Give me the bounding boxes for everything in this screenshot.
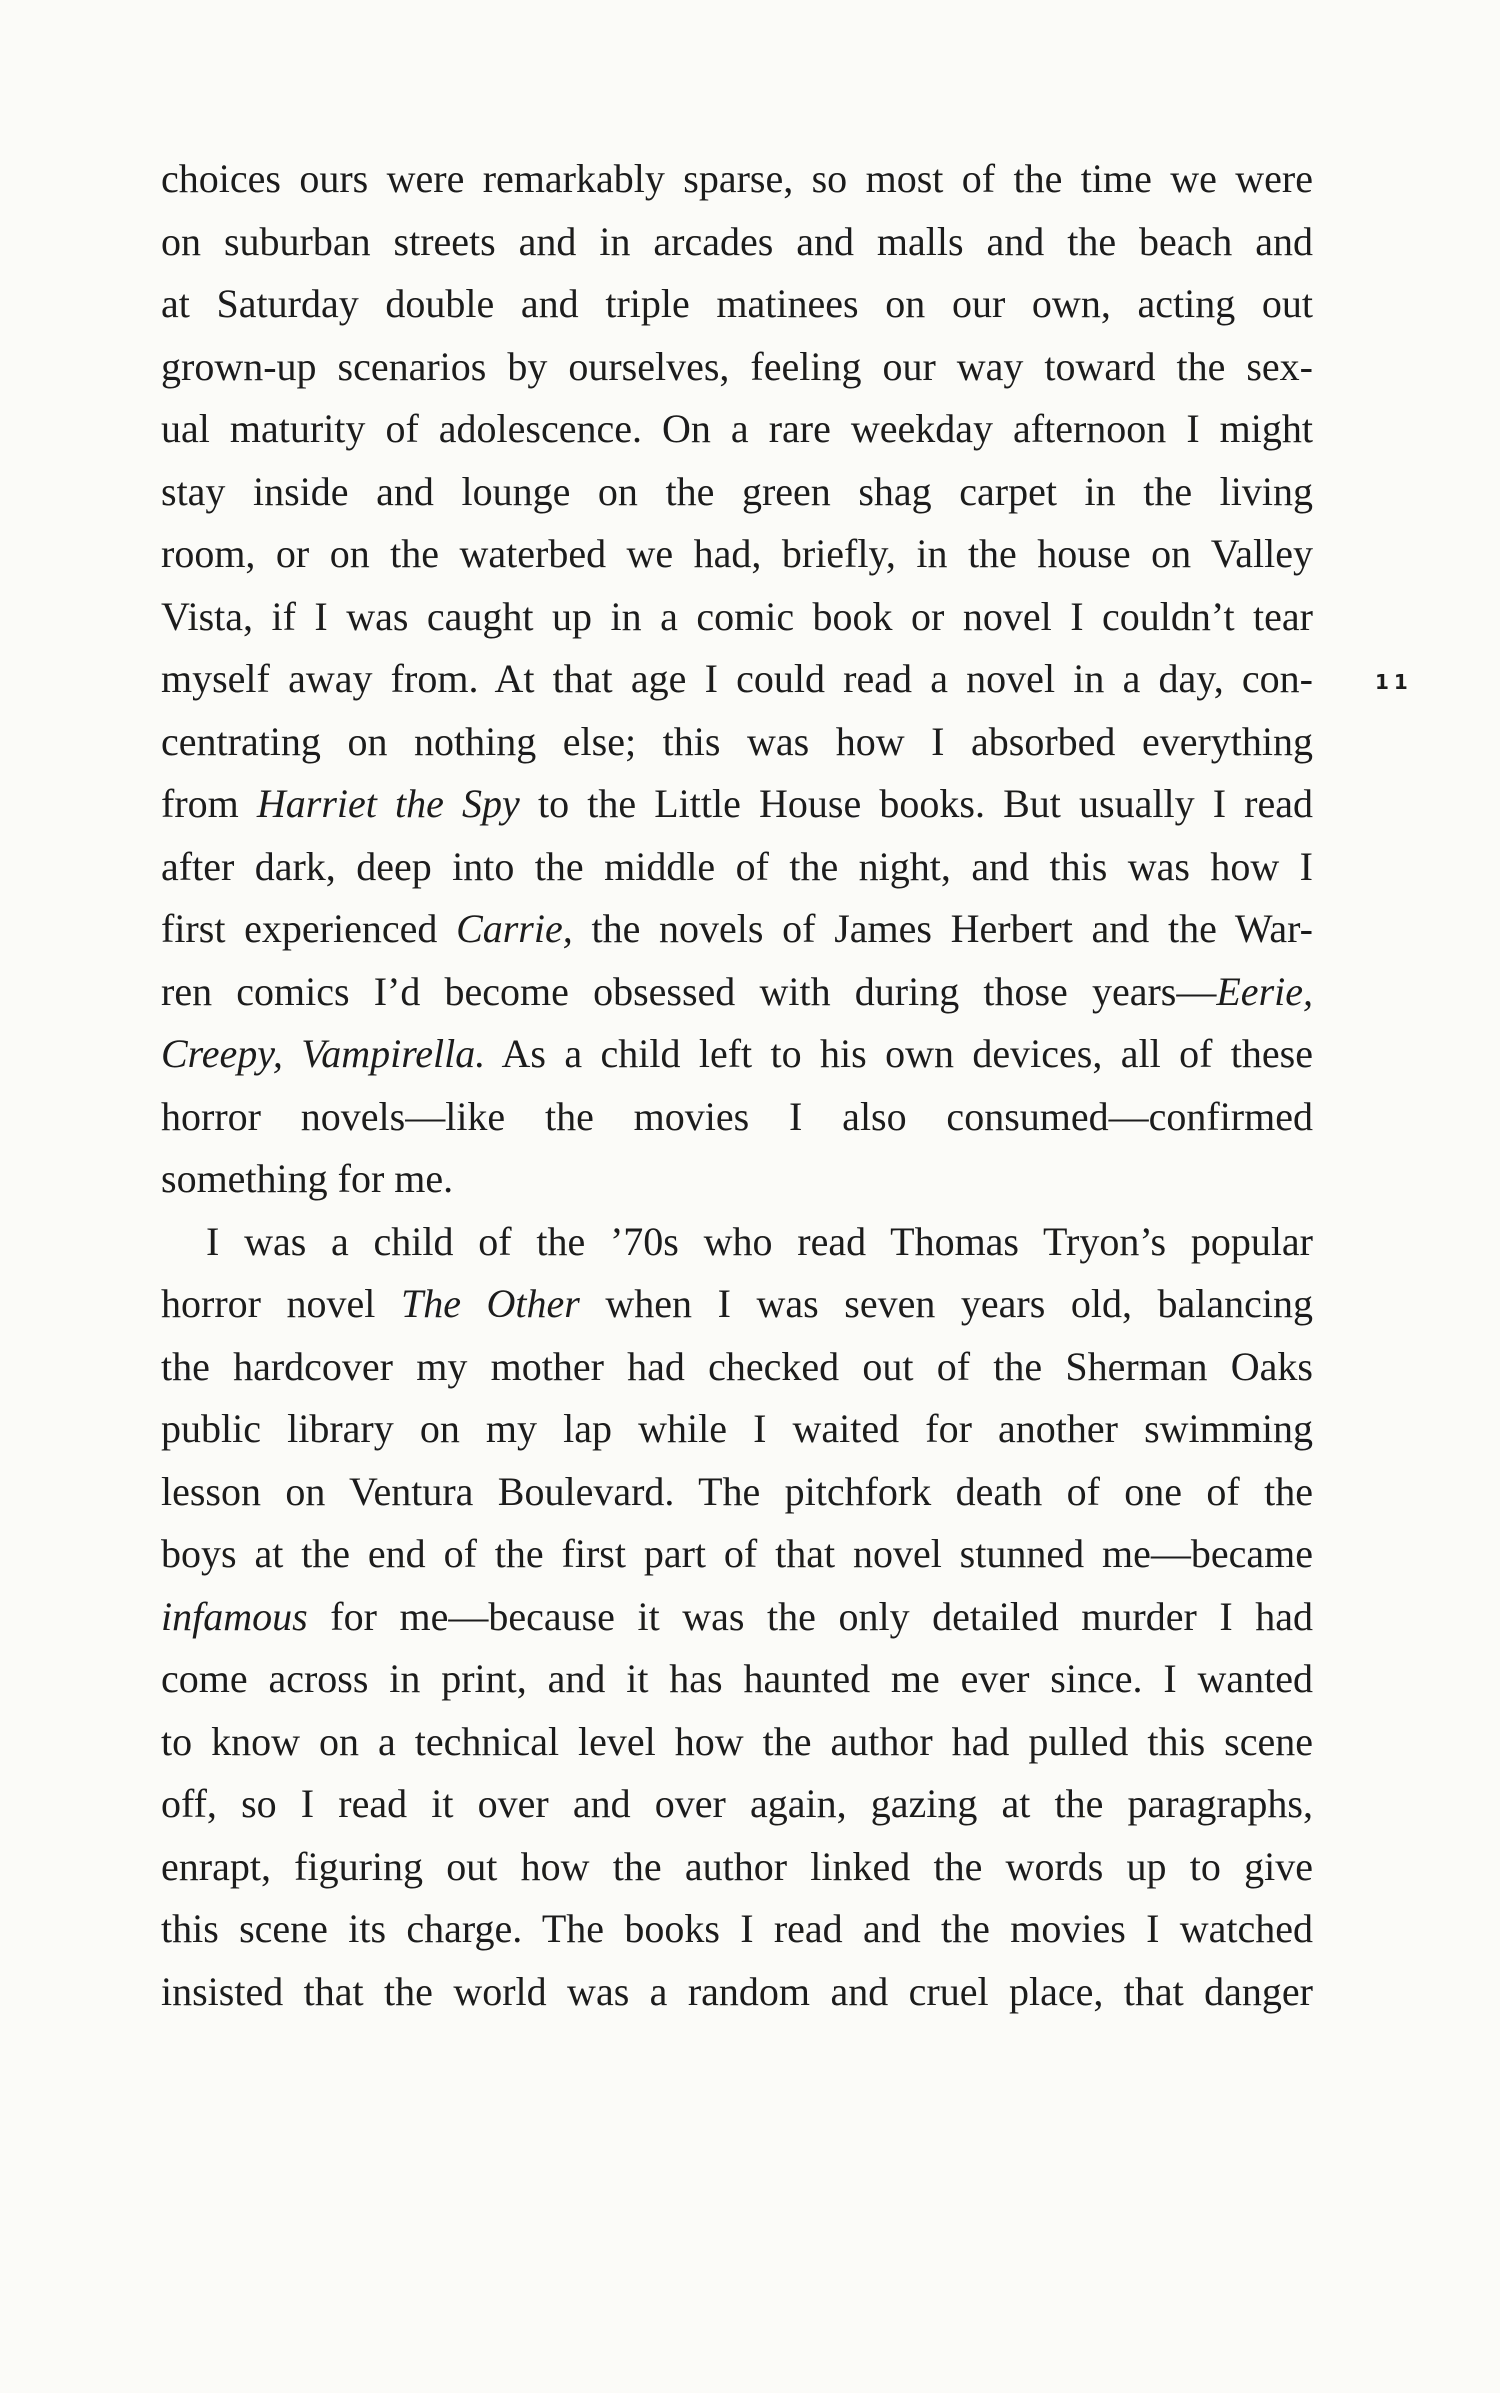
text-line <box>161 1461 1313 1524</box>
text-segment: ual maturity of adolescence. On a rare weekday afternoon I might <box>161 406 1313 451</box>
page-number: 11 <box>1375 670 1413 694</box>
text-segment: something for me. <box>161 1156 454 1201</box>
text-segment: boys at the end of the first part of that novel stunned me—became <box>161 1531 1313 1576</box>
text-segment: lesson on Ventura Boulevard. The pitchfork death of one of the <box>161 1468 1313 1514</box>
text-segment: this scene its charge. The books I read and the movies I watched <box>161 1906 1313 1951</box>
text-segment: enrapt, figuring out how the author linked the words up to give <box>161 1843 1313 1889</box>
text-line <box>161 336 1313 399</box>
text-segment: on suburban streets and in arcades and malls and the beach and <box>161 218 1313 264</box>
text-line <box>161 1648 1313 1711</box>
italic-text: Creepy, Vampirella. <box>161 1031 486 1076</box>
text-line <box>161 1586 1313 1649</box>
italic-text: Harriet the Spy <box>256 781 520 826</box>
text-segment: off, so I read it over and over again, gazing at the paragraphs, <box>161 1781 1313 1826</box>
text-line <box>161 1773 1313 1836</box>
text-segment: after dark, deep into the middle of the night, and this was how I <box>161 843 1313 889</box>
text-line <box>161 1711 1313 1774</box>
text-segment: room, or on the waterbed we had, briefly, in the house on Valley <box>161 531 1313 576</box>
text-line <box>161 586 1313 649</box>
text-segment: when I was seven years old, balancing <box>579 1281 1313 1326</box>
text-segment: horror novel <box>161 1281 401 1326</box>
text-segment: myself away from. At that age I could read a novel in a day, con- <box>161 656 1313 701</box>
text-line <box>161 211 1313 274</box>
text-segment: at Saturday double and triple matinees on our own, acting out <box>161 281 1313 326</box>
text-segment: grown-up scenarios by ourselves, feeling our way toward the sex- <box>161 343 1313 389</box>
italic-text: Carrie, <box>456 906 573 951</box>
text-line <box>161 1148 1313 1211</box>
text-line <box>161 836 1313 899</box>
text-segment: choices ours were remarkably sparse, so most of the time we were <box>161 156 1313 201</box>
text-line <box>161 1398 1313 1461</box>
text-line <box>161 711 1313 774</box>
text-segment: public library on my lap while I waited for another swimming <box>161 1406 1313 1451</box>
text-segment: Vista, if I was caught up in a comic book or novel I couldn’t tear <box>161 593 1313 639</box>
text-segment: to know on a technical level how the author had pulled this scene <box>161 1718 1313 1764</box>
text-segment: ren comics I’d become obsessed with during those years— <box>161 968 1217 1014</box>
text-segment: from <box>161 781 257 826</box>
text-segment: centrating on nothing else; this was how I absorbed everything <box>161 718 1313 764</box>
italic-text: infamous <box>161 1593 308 1639</box>
text-line <box>161 1961 1313 2024</box>
italic-text: The Other <box>400 1281 580 1326</box>
text-line <box>161 148 1313 211</box>
italic-text: Eerie, <box>1216 968 1313 1014</box>
text-line <box>161 1336 1313 1399</box>
text-segment: horror novels—like the movies I also consumed—confirmed <box>161 1093 1313 1139</box>
text-line <box>161 773 1313 836</box>
text-line <box>161 898 1313 961</box>
text-line <box>161 1273 1313 1336</box>
text-segment: As a child left to his own devices, all of these <box>485 1031 1313 1076</box>
text-segment: come across in print, and it has haunted me ever since. I wanted <box>161 1656 1313 1701</box>
text-line <box>161 961 1313 1024</box>
text-line <box>161 461 1313 524</box>
text-line <box>161 648 1313 711</box>
text-segment: I was a child of the ’70s who read Thomas Tryon’s popular <box>206 1218 1313 1264</box>
text-line <box>161 1898 1313 1961</box>
body-text <box>161 148 1313 2023</box>
text-line <box>161 1023 1313 1086</box>
text-segment: to the Little House books. But usually I read <box>519 781 1313 826</box>
text-line <box>161 1523 1313 1586</box>
text-segment: first experienced <box>161 906 457 951</box>
text-segment: for me—because it was the only detailed murder I had <box>307 1593 1313 1639</box>
text-line <box>161 273 1313 336</box>
text-line <box>161 1086 1313 1149</box>
text-line <box>161 1211 1313 1274</box>
text-segment: insisted that the world was a random and cruel place, that danger <box>161 1968 1313 2014</box>
text-segment: stay inside and lounge on the green shag carpet in the living <box>161 468 1313 514</box>
text-segment: the hardcover my mother had checked out of the Sherman Oaks <box>161 1343 1313 1389</box>
text-segment: the novels of James Herbert and the War- <box>572 906 1313 951</box>
text-line <box>161 398 1313 461</box>
text-line <box>161 523 1313 586</box>
text-line <box>161 1836 1313 1899</box>
